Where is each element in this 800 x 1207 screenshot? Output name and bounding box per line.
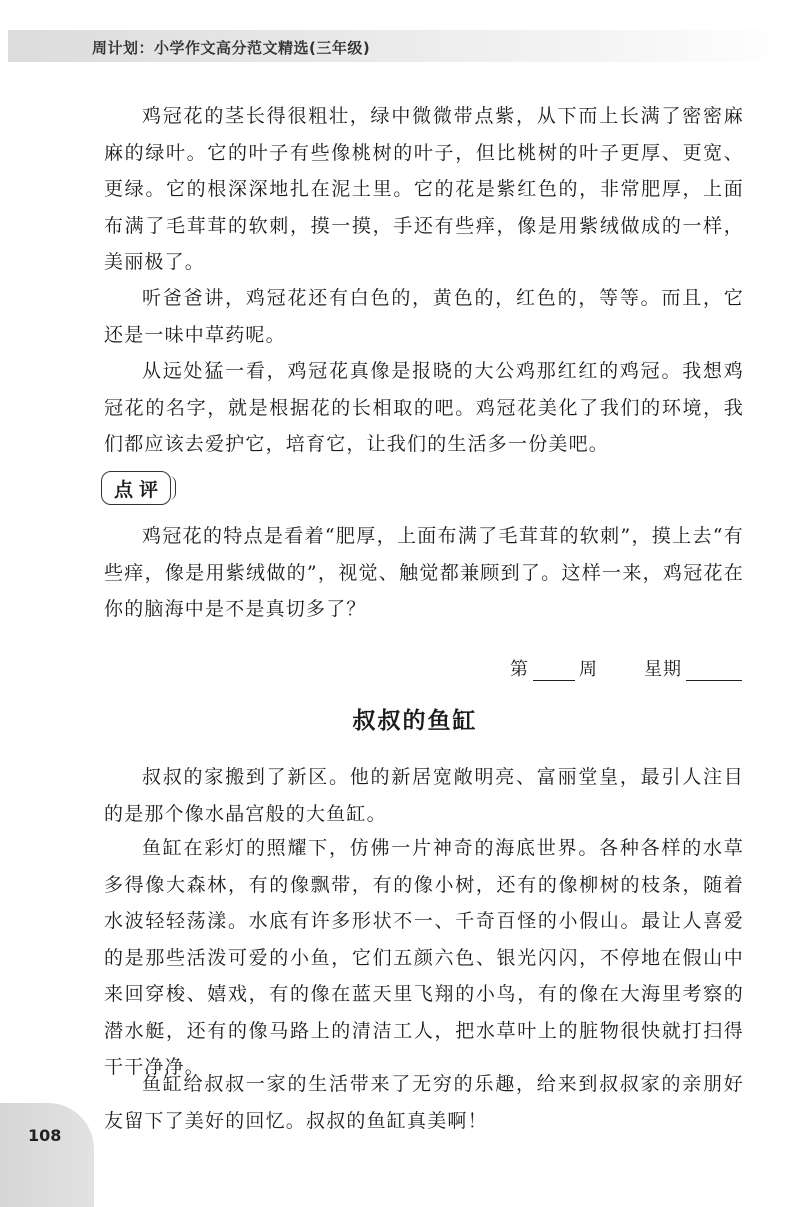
- running-header-title: 周计划：小学作文高分范文精选(三年级): [92, 39, 371, 57]
- week-prefix: 第: [510, 659, 529, 680]
- page-number-tab: [0, 1103, 94, 1207]
- article2-paragraph-2: 鱼缸在彩灯的照耀下，仿佛一片神奇的海底世界。各种各样的水草多得像大森林，有的像飘带，有的像小树，还有的像柳树的枝条，随着水波轻轻荡漾。水底有许多形状不一、千奇百怪的小假山。最让人喜爱的是那些活泼可爱的小鱼，它们五颜六色、银光闪闪，不停地在假山中来回穿梭、嬉戏，有的像在蓝天里飞翔的小鸟，有的像在大海里考察的潜水艇，还有的像马路上的清洁工人，把水草叶上的脏物很快就打扫得干干净净。: [104, 837, 744, 1078]
- comment-text: 鸡冠花的特点是看着“肥厚，上面布满了毛茸茸的软刺”，摸上去“有些痒，像是用紫绒做的”，视觉、触觉都兼顾到了。这样一来，鸡冠花在你的脑海中是不是真切多了？: [104, 525, 744, 620]
- comment-label: 点评: [113, 478, 164, 501]
- page-number: 108: [28, 1126, 62, 1145]
- week-number-blank: [533, 660, 575, 681]
- comment-badge: [101, 471, 171, 505]
- article1-paragraph-1: 鸡冠花的茎长得很粗壮，绿中微微带点紫，从下而上长满了密密麻麻的绿叶。它的叶子有些像桃树的叶子，但比桃树的叶子更厚、更宽、更绿。它的根深深地扎在泥土里。它的花是紫红色的，非常肥厚，上面布满了毛茸茸的软刺，摸一摸，手还有些痒，像是用紫绒做成的一样，美丽极了。: [104, 105, 744, 273]
- week-date-line: [510, 655, 742, 681]
- article2-title: 叔叔的鱼缸: [352, 708, 478, 734]
- weekday-blank: [686, 660, 742, 681]
- article1-paragraph-3: 从远处猛一看，鸡冠花真像是报晓的大公鸡那红红的鸡冠。我想鸡冠花的名字，就是根据花的长相取的吧。鸡冠花美化了我们的环境，我们都应该去爱护它，培育它，让我们的生活多一份美吧。: [104, 360, 744, 455]
- article1-paragraph-2: 听爸爸讲，鸡冠花还有白色的，黄色的，红色的，等等。而且，它还是一味中草药呢。: [104, 287, 744, 346]
- week-suffix: 周: [579, 659, 598, 680]
- article2-paragraph-3: 鱼缸给叔叔一家的生活带来了无穷的乐趣，给来到叔叔家的亲朋好友留下了美好的回忆。叔叔的鱼缸真美啊！: [104, 1073, 744, 1132]
- article2-paragraph-1: 叔叔的家搬到了新区。他的新居宽敞明亮、富丽堂皇，最引人注目的是那个像水晶宫般的大鱼缸。: [104, 766, 744, 825]
- weekday-label: 星期: [644, 659, 682, 680]
